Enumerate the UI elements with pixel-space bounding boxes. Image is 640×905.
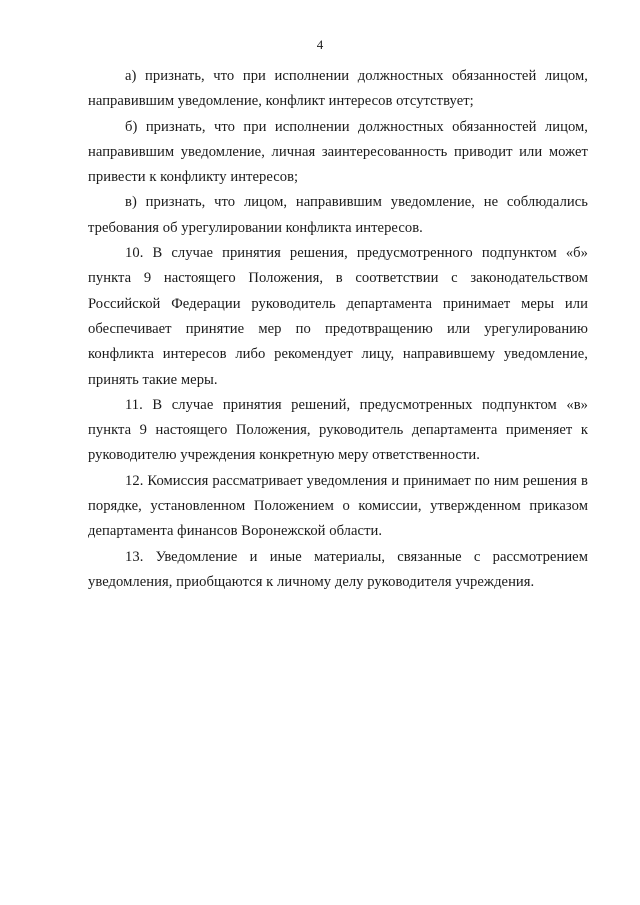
paragraph-subitem-a: а) признать, что при исполнении должностных обязанностей лицом, направившим уведомление, конфликт интересов отсутствует;: [88, 68, 588, 110]
paragraph-subitem-v: в) признать, что лицом, направившим уведомление, не соблюдались требования об урегулировании конфликта интересов.: [88, 194, 588, 236]
paragraph-subitem-b: б) признать, что при исполнении должностных обязанностей лицом, направившим уведомление, личная заинтересованность приводит или может привести к конфликту интересов;: [88, 118, 588, 186]
paragraph-item-13: 13. Уведомление и иные материалы, связанные с рассмотрением уведомления, приобщаются к личному делу руководителя учреждения.: [88, 548, 588, 590]
page-number: 4: [316, 37, 324, 52]
paragraph-item-11: 11. В случае принятия решений, предусмотренных подпунктом «в» пункта 9 настоящего Положения, руководитель департамента применяет к руководителю учреждения конкретную меру ответственности.: [88, 396, 588, 464]
paragraph-item-12: 12. Комиссия рассматривает уведомления и принимает по ним решения в порядке, установленном Положением о комиссии, утвержденном приказом департамента финансов Воронежской области.: [88, 472, 588, 540]
document-body: [88, 64, 588, 595]
paragraph-item-10: 10. В случае принятия решения, предусмотренного подпунктом «б» пункта 9 настоящего Положения, в соответствии с законодательством Российской Федерации руководитель департамента принимает меры или обеспечивает принятие мер по предотвращению или урегулированию конфликта интересов либо рекомендует лицу, направившему уведомление, принять такие меры.: [88, 245, 588, 388]
